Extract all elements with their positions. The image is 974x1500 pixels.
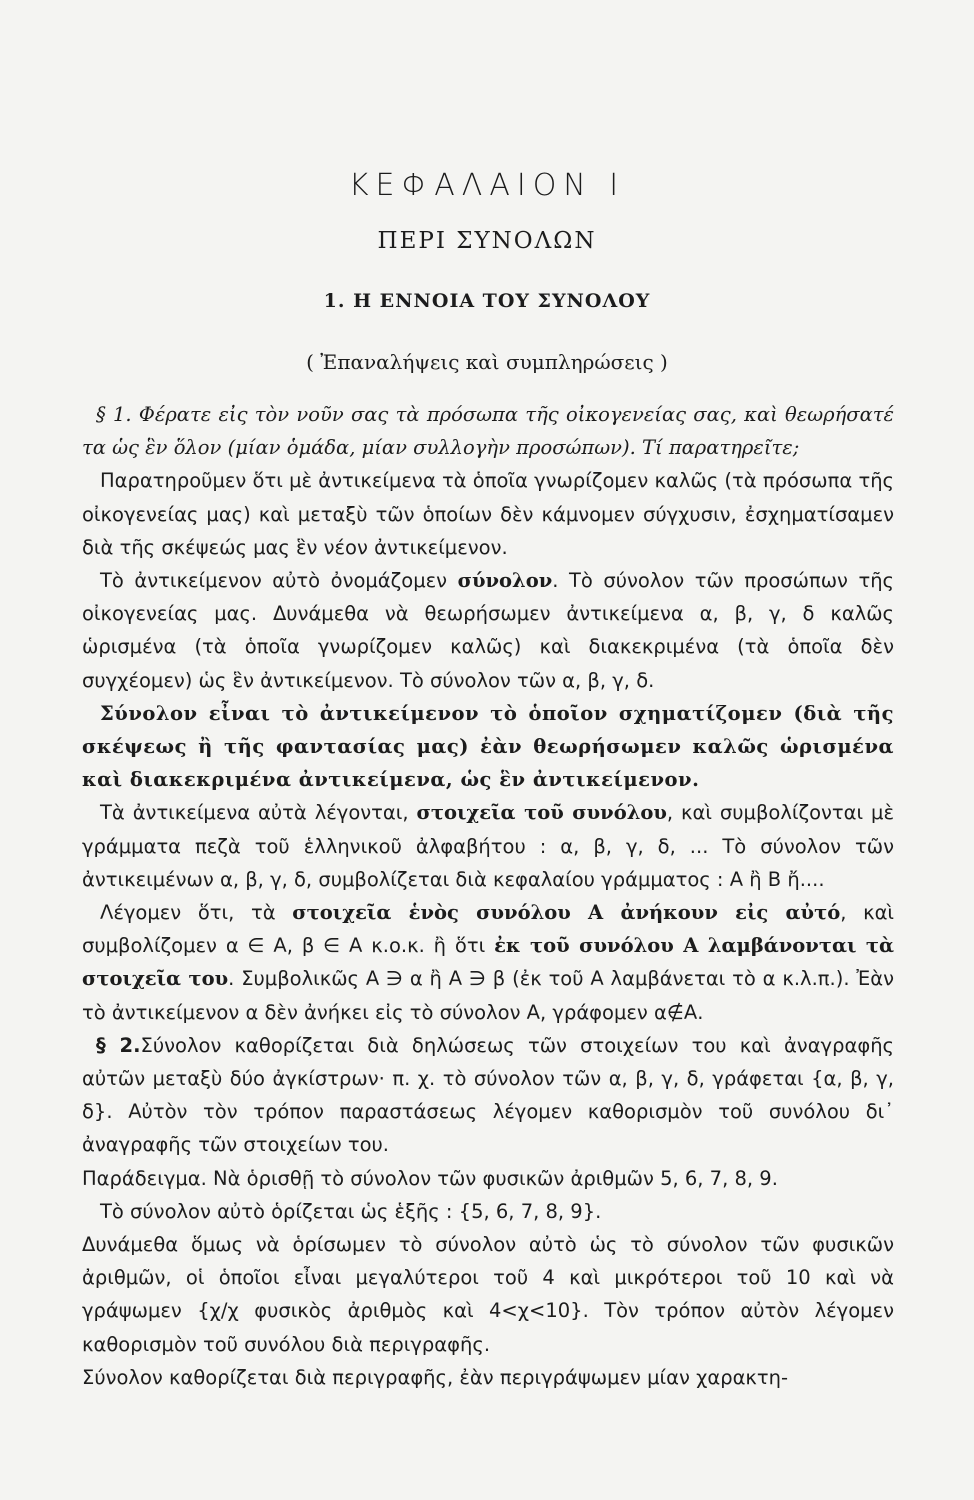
term-taken: ἐκ τοῦ συνόλου Α λαμβάνονται τὰ στοιχεῖα του [82,934,894,991]
section-heading: 1. Η ΕΝΝΟΙΑ ΤΟΥ ΣΥΝΟΛΟΥ [323,290,651,312]
paragraph-5-text-c: , καὶ συμβολίζονται μὲ γράμματα πεζὰ τοῦ ἑλληνικοῦ ἀλφαβήτου : α, β, γ, δ, ... Τὸ σύνολον τῶν ἀντικειμένων α, β, γ, δ, συμβολίζεται διὰ κεφαλαίου γράμματος : Α ἢ Β ἤ.... [82,801,894,891]
paragraph-5 [82,796,894,896]
paragraph-6-text-a: Λέγομεν ὅτι, τὰ [100,901,276,925]
paragraph-6-text-c: , καὶ συμβολίζομεν α ∈ Α, β ∈ Α κ.ο.κ. ἢ ὅτι [82,901,895,958]
part-heading: ΠΕΡΙ ΣΥΝΟΛΩΝ [377,228,597,254]
paragraph-2: Παρατηροῦμεν ὅτι μὲ ἀντικείμενα τὰ ὁποῖα γνωρίζομεν καλῶς (τὰ πρόσωπα τῆς οἰκογενείας μας) καὶ μεταξὺ τῶν ὁποίων δὲν κάμνομεν σύγχυσιν, ἐσχηματίσαμεν διὰ τῆς σκέψεώς μας ἓν νέον ἀντικείμενον. [82,469,894,559]
paragraph-6 [82,896,894,1029]
section-mark-2: § 2. [96,1033,141,1057]
term-elements: στοιχεῖα τοῦ συνόλου [416,801,667,825]
paragraph-3-text-a: Τὸ ἀντικείμενον αὐτὸ ὀνομάζομεν [100,569,448,593]
paragraph-6-text-e: . Συμβολικῶς Α ∋ α ἢ Α ∋ β (ἐκ τοῦ Α λαμβάνεται τὸ α κ.λ.π.). Ἐὰν τὸ ἀντικείμενον α δὲν ἀνήκει εἰς τὸ σύνολον Α, γράφομεν α∉Α. [82,967,894,1024]
paragraph-3-text-c: . Τὸ σύνολον τῶν προσώπων τῆς οἰκογενείας μας. Δυνάμεθα νὰ θεωρήσωμεν ἀντικείμενα α, β, γ, δ καλῶς ὡρισμένα (τὰ ὁποῖα γνωρίζομεν καλῶς) καὶ διακεκριμένα (τὰ ὁποῖα δὲν συγχέομεν) ὡς ἓν ἀντικείμενον. Τὸ σύνολον τῶν α, β, γ, δ. [82,569,894,692]
paragraph-10: Δυνάμεθα ὅμως νὰ ὁρίσωμεν τὸ σύνολον αὐτὸ ὡς τὸ σύνολον τῶν φυσικῶν ἀριθμῶν, οἱ ὁποῖοι εἶναι μεγαλύτεροι τοῦ 4 καὶ μικρότεροι τοῦ 10 καὶ νὰ γράψωμεν {χ/χ φυσικὸς ἀριθμὸς καὶ 4<χ<10}. Τὸν τρόπον αὐτὸν λέγομεν καθορισμὸν τοῦ συνόλου διὰ περιγραφῆς. [82,1233,894,1356]
term-set: σύνολον [457,569,553,593]
paragraph-7-text: Σύνολον καθορίζεται διὰ δηλώσεως τῶν στοιχείων του καὶ ἀναγραφῆς αὐτῶν μεταξὺ δύο ἀγκίστρων· π. χ. τὸ σύνολον τῶν α, β, γ, δ, γράφεται {α, β, γ, δ}. Αὐτὸν τὸν τρόπον παραστάσεως λέγομεν καθορισμὸν τοῦ συνόλου δι᾽ ἀναγραφῆς τῶν στοιχείων του. [82,1033,894,1157]
paragraph-11: Σύνολον καθορίζεται διὰ περιγραφῆς, ἐὰν περιγράψωμεν μίαν χαρακτη- [82,1365,789,1389]
term-belong: στοιχεῖα ἑνὸς συνόλου Α ἀνήκουν εἰς αὐτό [292,901,841,925]
section-subtitle: ( Ἐπαναλήψεις καὶ συμπληρώσεις ) [306,350,668,374]
paragraph-1: § 1. Φέρατε εἰς τὸν νοῦν σας τὰ πρόσωπα τῆς οἰκογενείας σας, καὶ θεωρήσατέ τα ὡς ἓν ὅλον (μίαν ὁμάδα, μίαν συλλογὴν προσώπων). Τί παρατηρεῖτε; [82,403,894,460]
paragraph-9: Τὸ σύνολον αὐτὸ ὁρίζεται ὡς ἑξῆς : {5, 6, 7, 8, 9}. [100,1199,602,1223]
definition-set: Σύνολον εἶναι τὸ ἀντικείμενον τὸ ὁποῖον σχηματίζομεν (διὰ τῆς σκέψεως ἢ τῆς φαντασίας μας) ἐὰν θεωρήσωμεν καλῶς ὡρισμένα καὶ διακεκριμένα ἀντικείμενα, ὡς ἓν ἀντικείμενον. [82,701,894,792]
body-text [82,398,894,1394]
paragraph-8: Παράδειγμα. Νὰ ὁρισθῇ τὸ σύνολον τῶν φυσικῶν ἀριθμῶν 5, 6, 7, 8, 9. [82,1166,778,1190]
chapter-heading: ΚΕΦΑΛΑΙΟΝ Ι [348,168,626,203]
paragraph-3 [82,564,894,697]
paragraph-5-text-a: Τὰ ἀντικείμενα αὐτὰ λέγονται, [100,801,409,825]
paragraph-7 [82,1029,894,1162]
